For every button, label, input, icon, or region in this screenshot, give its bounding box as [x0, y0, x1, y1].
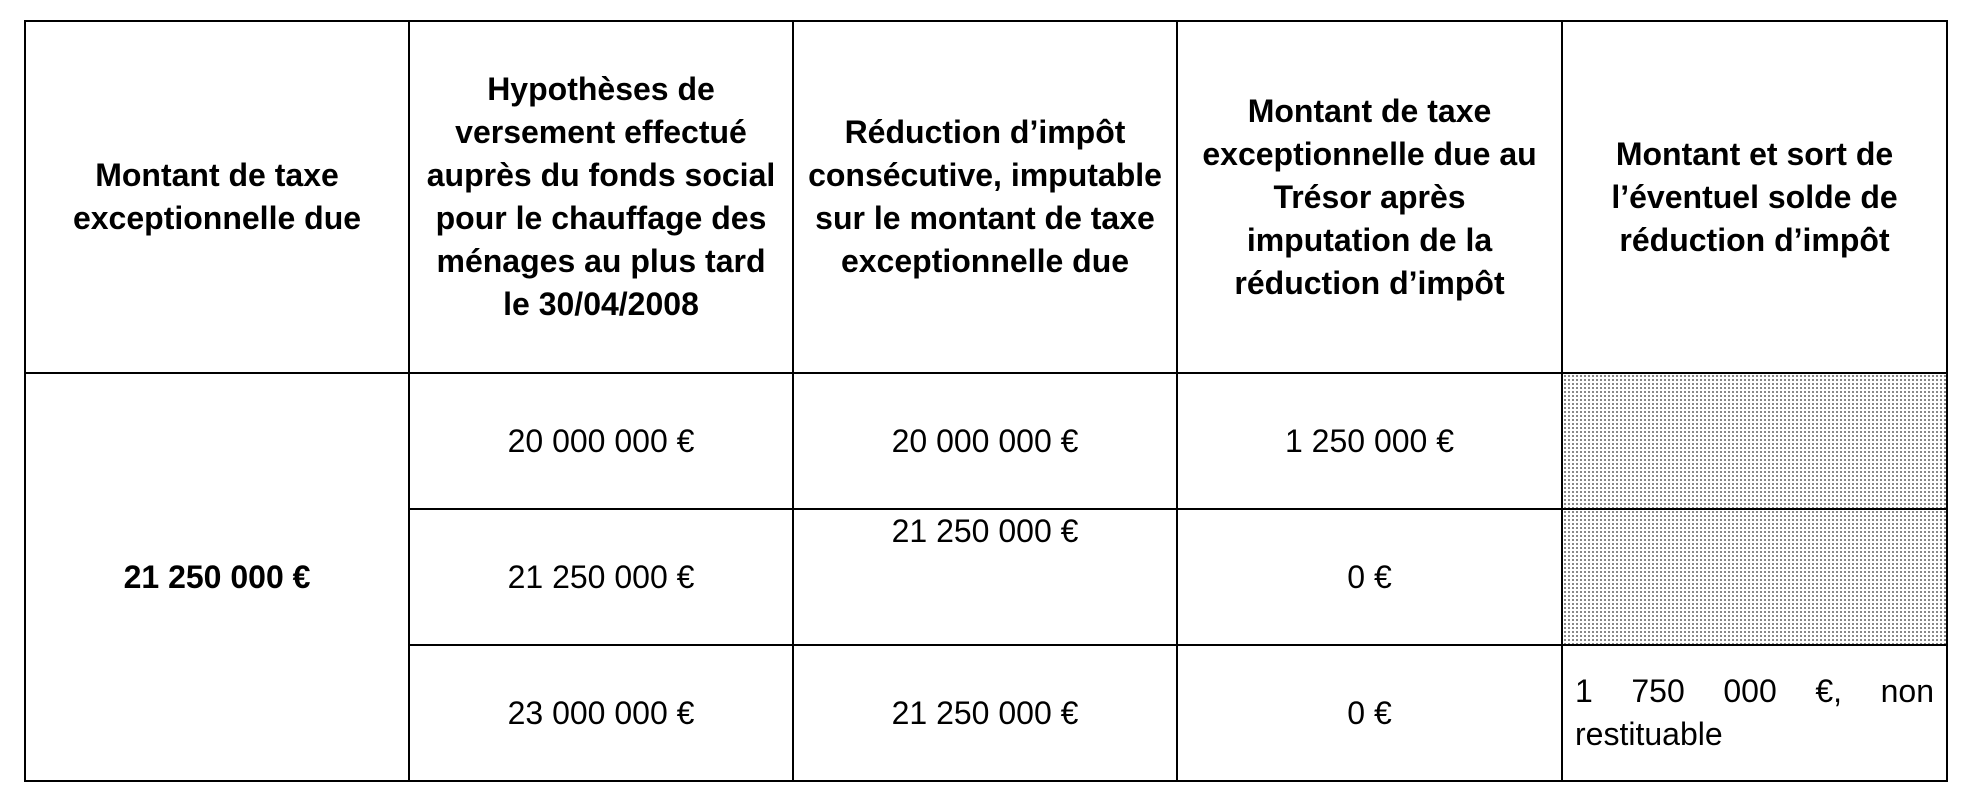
- table-row: [25, 373, 1947, 509]
- versement-cell: 20 000 000 €: [409, 373, 793, 509]
- header-montant-taxe-due: Montant de taxe exceptionnelle due: [25, 21, 409, 373]
- versement-cell: 21 250 000 €: [409, 509, 793, 645]
- due-tresor-cell: 1 250 000 €: [1177, 373, 1562, 509]
- header-hypotheses-versement: Hypothèses de versement effectué auprès du fonds social pour le chauffage des ménages au plus tard le 30/04/2008: [409, 21, 793, 373]
- reduction-cell: 21 250 000 €: [793, 509, 1177, 645]
- tax-reduction-table: [24, 20, 1948, 782]
- versement-cell: 23 000 000 €: [409, 645, 793, 781]
- solde-cell: 1 750 000 €, non restituable: [1562, 645, 1947, 781]
- reduction-cell: 21 250 000 €: [793, 645, 1177, 781]
- solde-shaded-cell: [1562, 373, 1947, 509]
- solde-shaded-cell: [1562, 509, 1947, 645]
- total-due-cell: 21 250 000 €: [25, 373, 409, 781]
- due-tresor-cell: 0 €: [1177, 645, 1562, 781]
- due-tresor-cell: 0 €: [1177, 509, 1562, 645]
- header-row: [25, 21, 1947, 373]
- header-montant-du-tresor: Montant de taxe exceptionnelle due au Trésor après imputation de la réduction d’impôt: [1177, 21, 1562, 373]
- reduction-cell: 20 000 000 €: [793, 373, 1177, 509]
- header-reduction-impot: Réduction d’impôt consécutive, imputable sur le montant de taxe exceptionnelle due: [793, 21, 1177, 373]
- header-solde-reduction: Montant et sort de l’éventuel solde de réduction d’impôt: [1562, 21, 1947, 373]
